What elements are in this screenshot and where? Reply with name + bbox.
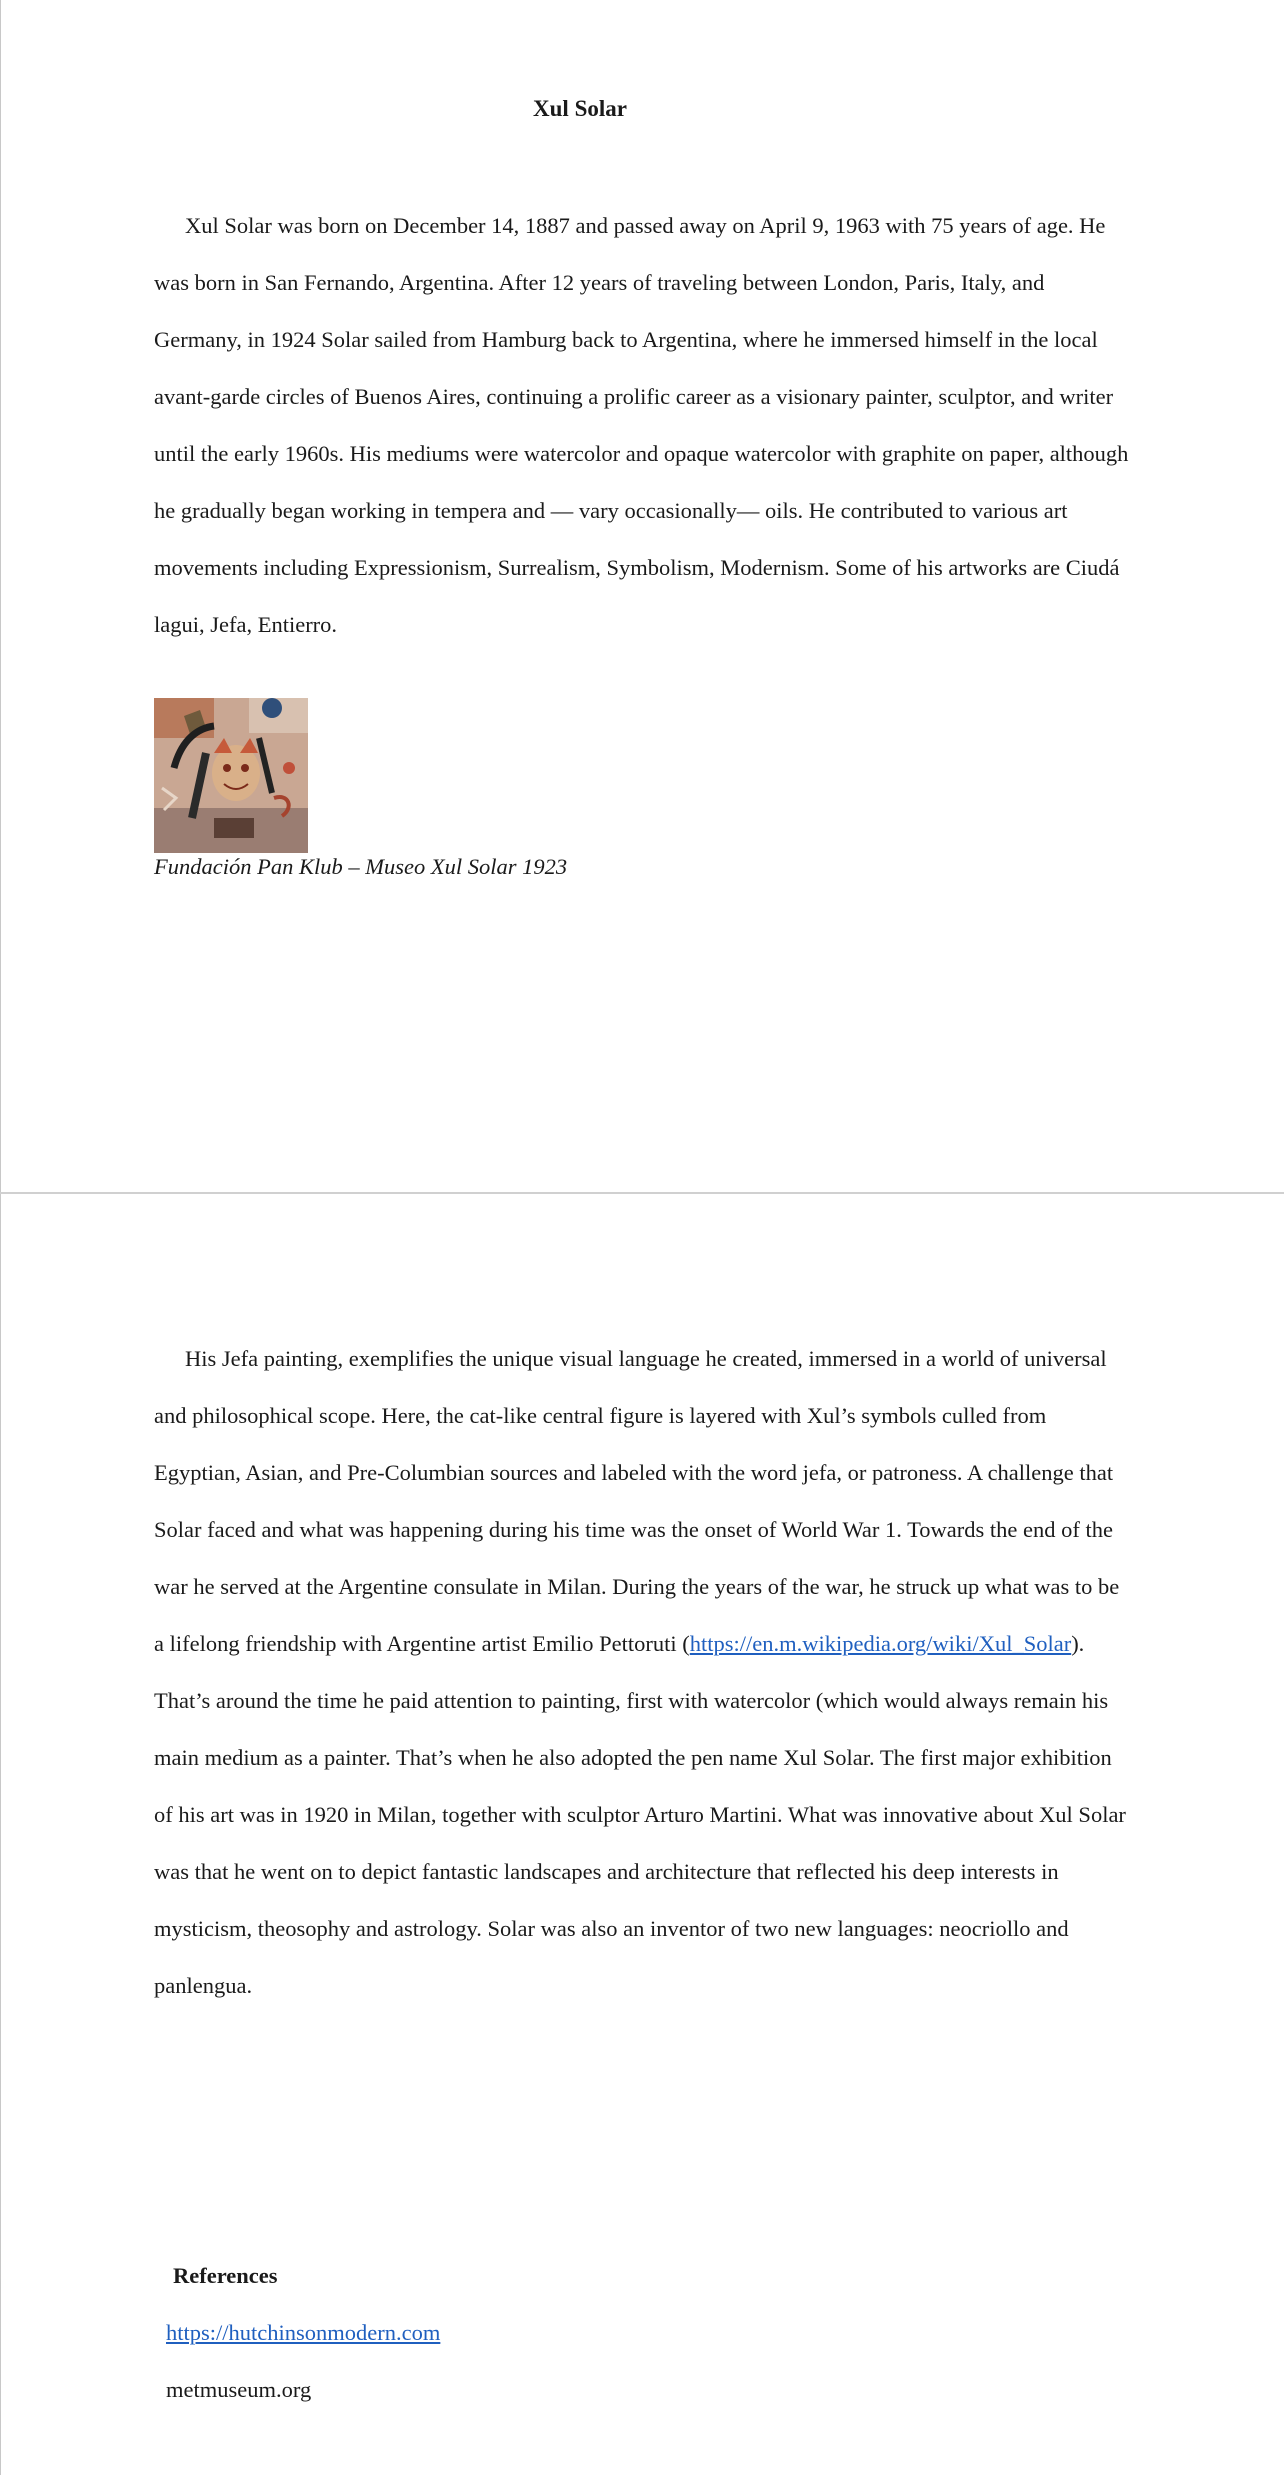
jefa-painting-image <box>154 698 308 853</box>
figure-caption: Fundación Pan Klub – Museo Xul Solar 1923 <box>154 854 568 879</box>
document-title: Xul Solar <box>533 96 627 121</box>
wikipedia-link[interactable]: https://en.m.wikipedia.org/wiki/Xul_Solar <box>689 1631 1072 1656</box>
jefa-paragraph-text-end: ). That’s around the time he paid attention to painting, first with watercolor (which would always remain his main medium as a painter. That’s when he also adopted the pen name Xul Solar. The first major exhibition of his art was in 1920 in Milan, together with sculptor Arturo Martini. What was innovative about Xul Solar was that he went on to depict fantastic landscapes and architecture that reflected his deep interests in mysticism, theosophy and astrology. Solar was also an inventor of two new languages: neocriollo and panlengua. <box>154 1631 1126 1998</box>
reference-link-hutchinson[interactable]: https://hutchinsonmodern.com <box>166 2320 441 2345</box>
jefa-paragraph-text-start: His Jefa painting, exemplifies the unique visual language he created, immersed in a world of universal and philosophical scope. Here, the cat-like central figure is layered with Xul’s symbols culled from Egyptian, Asian, and Pre-Columbian sources and labeled with the word jefa, or patroness. A challenge that Solar faced and what was happening during his time was the onset of World War 1. Towards the end of the war he served at the Argentine consulate in Milan. During the years of the war, he struck up what was to be a lifelong friendship with Argentine artist Emilio Pettoruti ( <box>154 1346 1120 1656</box>
page-break-divider <box>0 1192 1284 1194</box>
reference-metmuseum: metmuseum.org <box>166 2377 312 2402</box>
references-heading: References <box>173 2263 278 2288</box>
jefa-paragraph <box>154 1330 1134 2014</box>
document-left-edge <box>0 0 1 2475</box>
biography-paragraph: Xul Solar was born on December 14, 1887 and passed away on April 9, 1963 with 75 years of age. He was born in San Fernando, Argentina. After 12 years of traveling between London, Paris, Italy, and Germany, in 1924 Solar sailed from Hamburg back to Argentina, where he immersed himself in the local avant-garde circles of Buenos Aires, continuing a prolific career as a visionary painter, sculptor, and writer until the early 1960s. His mediums were watercolor and opaque watercolor with graphite on paper, although he gradually began working in tempera and — vary occasionally— oils. He contributed to various art movements including Expressionism, Surrealism, Symbolism, Modernism. Some of his artworks are Ciudá lagui, Jefa, Entierro. <box>154 213 1129 637</box>
